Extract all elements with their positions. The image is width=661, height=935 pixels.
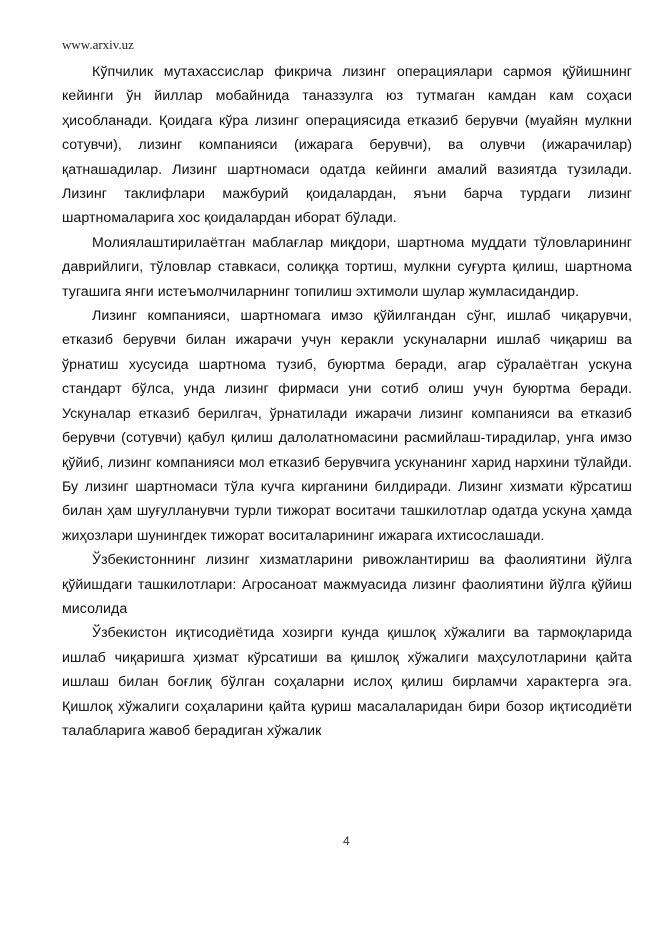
paragraph: Кўпчилик мутахассислар фикрича лизинг операциялари сармоя қўйишнинг кейинги ўн йиллар мобайнида таназзулга юз тутмаган камдан кам соҳаси ҳисобланади. Қоидага кўра лизинг операциясида етказиб берувчи (муайян мулкни сотувчи), лизинг компанияси (ижарага берувчи), ва олувчи (ижарачилар) қатнашадилар. Лизинг шартномаси одатда кейинги амалий вазиятда тузилади. Лизинг таклифлари мажбурий қоидалардан, яъни барча турдаги лизинг шартномаларига хос қоидалардан иборат бўлади. bbox=[62, 64, 632, 227]
paragraph: Лизинг компанияси, шартномага имзо қўйилгандан сўнг, ишлаб чиқарувчи, етказиб берувчи билан ижарачи учун керакли ускуналарни ишлаб чиқариш ва ўрнатиш хусусида шартнома тузиб, буюртма беради, агар сўралаётган ускуна стандарт бўлса, унда лизинг фирмаси уни сотиб олиш учун буюртма беради. Ускуналар етказиб берилгач, ўрнатилади ижарачи лизинг компанияси ва етказиб берувчи (сотувчи) қабул қилиш далолатномасини расмийлаш-тирадилар, унга имзо қўйиб, лизинг компанияси мол етказиб берувчига ускунанинг харид нархини тўлайди. Бу лизинг шартномаси тўла кучга кирганини билдиради. Лизинг хизмати кўрсатиш билан ҳам шуғулланувчи турли тижорат воситачи ташкилотлар одатда ускуна ҳамда жиҳозлари шунингдек тижорат воситаларининг ижарага ихтисослашади. bbox=[62, 308, 632, 544]
paragraph: Ўзбекистон иқтисодиётида хозирги кунда қишлоқ хўжалиги ва тармоқларида ишлаб чиқаришга ҳизмат кўрсатиши ва қишлоқ хўжалиги маҳсулотларини қайта ишлаш билан боғлиқ бўлган соҳаларни ислоҳ қилиш бирламчи характерга эга. Қишлоқ хўжалиги соҳаларини қайта қуриш масалаларидан бири бозор иқтисодиёти талабларига жавоб берадиган хўжалик bbox=[62, 625, 632, 739]
site-url-header: www.arxiv.uz bbox=[62, 37, 134, 52]
paragraph: Ўзбекистоннинг лизинг хизматларини ривожлантириш ва фаолиятини йўлга қўйишдаги ташкилотлари: Агросаноат мажмуасида лизинг фаолиятини йўлга қўйиш мисолида bbox=[62, 552, 632, 617]
paragraph: Молиялаштирилаётган маблағлар миқдори, шартнома муддати тўловларининг даврийлиги, тўловлар ставкаси, солиққа тортиш, мулкни суғурта қилиш, шартнома тугашига янги истеъмолчиларнинг топилиш эхтимоли шулар жумласидандир. bbox=[62, 234, 632, 300]
page-number: 4 bbox=[343, 834, 350, 848]
document-body bbox=[62, 60, 632, 743]
